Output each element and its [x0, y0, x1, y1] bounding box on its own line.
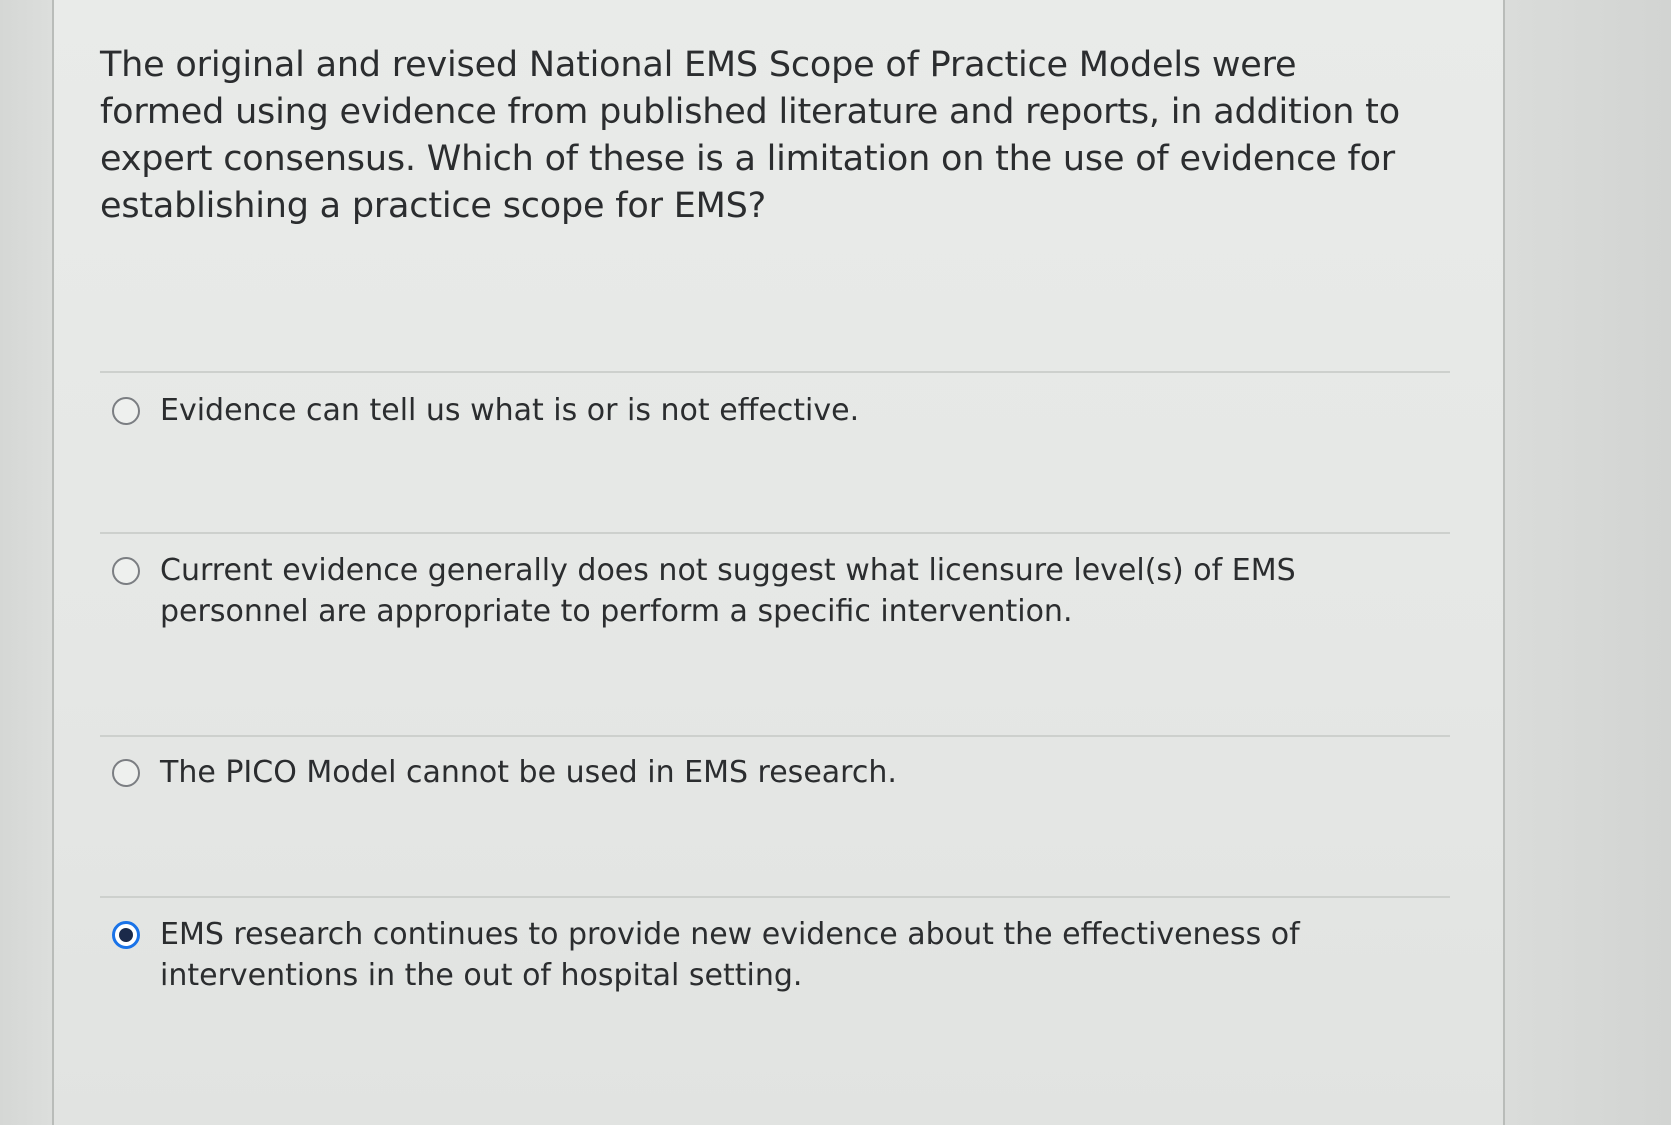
answer-option-label[interactable]: Current evidence generally does not suggest what licensure level(s) of EMS personnel are appropriate to perform a specific intervention. — [160, 553, 1296, 629]
answer-option-4[interactable] — [112, 914, 1412, 996]
radio-button-unselected[interactable] — [112, 557, 140, 585]
answer-option-2[interactable] — [112, 550, 1412, 632]
answer-option-3[interactable] — [112, 752, 1412, 793]
answer-option-label[interactable]: Evidence can tell us what is or is not effective. — [160, 393, 860, 428]
left-page-margin — [0, 0, 54, 1125]
question-text: The original and revised National EMS Scope of Practice Models were formed using evidence from published literature and reports, in addition to expert consensus. Which of these is a limitation on the use of evidence for establishing a practice scope for EMS? — [100, 45, 1400, 226]
answer-option-1[interactable] — [112, 390, 1412, 431]
option-divider — [100, 896, 1450, 898]
option-divider — [100, 532, 1450, 534]
answer-option-label[interactable]: The PICO Model cannot be used in EMS research. — [160, 755, 897, 790]
answer-option-label[interactable]: EMS research continues to provide new evidence about the effectiveness of interventions in the out of hospital setting. — [160, 917, 1300, 993]
radio-button-selected[interactable] — [112, 921, 140, 949]
right-page-margin — [1503, 0, 1671, 1125]
radio-button-unselected[interactable] — [112, 759, 140, 787]
radio-button-unselected[interactable] — [112, 397, 140, 425]
option-divider — [100, 735, 1450, 737]
option-divider — [100, 371, 1450, 373]
